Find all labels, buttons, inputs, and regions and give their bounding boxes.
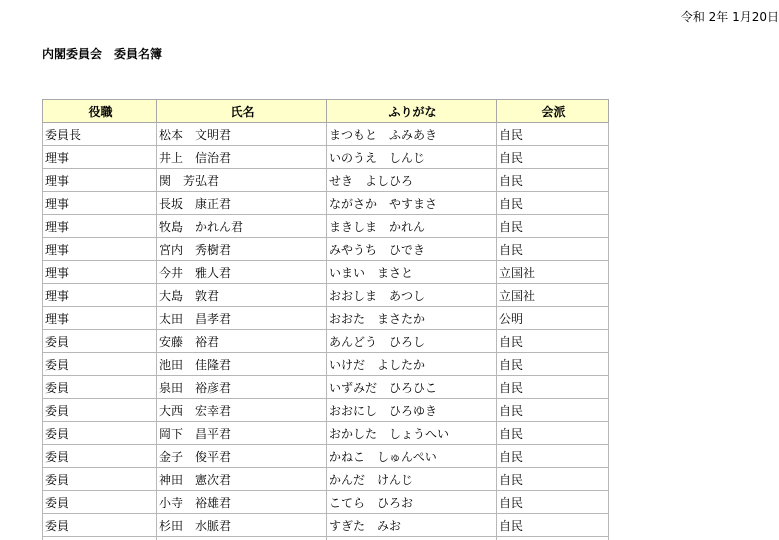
cell-name: 杉田 水脈君 <box>157 514 327 537</box>
cell-reading: おおにし ひろゆき <box>327 399 497 422</box>
cell-party: 自民 <box>497 238 609 261</box>
cell-reading: かんだ けんじ <box>327 468 497 491</box>
cell-position: 委員 <box>43 353 157 376</box>
table-row <box>43 330 609 353</box>
cell-reading: おかした しょうへい <box>327 422 497 445</box>
table-row <box>43 445 609 468</box>
table-row <box>43 238 609 261</box>
cell-position: 委員 <box>43 330 157 353</box>
cell-reading: おおた まさたか <box>327 307 497 330</box>
cell-party: 自民 <box>497 169 609 192</box>
table-row <box>43 353 609 376</box>
column-header-name: 氏名 <box>157 100 327 123</box>
cell-name: 池田 佳隆君 <box>157 353 327 376</box>
table-row <box>43 537 609 540</box>
cell-reading: いずみだ ひろひこ <box>327 376 497 399</box>
cell-position: 理事 <box>43 307 157 330</box>
cell-position: 委員長 <box>43 123 157 146</box>
column-header-reading: ふりがな <box>327 100 497 123</box>
table-row <box>43 261 609 284</box>
cell-position <box>43 537 157 540</box>
cell-party: 自民 <box>497 123 609 146</box>
column-header-party: 会派 <box>497 100 609 123</box>
cell-party: 自民 <box>497 445 609 468</box>
table-row <box>43 422 609 445</box>
cell-reading: おおしま あつし <box>327 284 497 307</box>
cell-party: 自民 <box>497 468 609 491</box>
table-row <box>43 284 609 307</box>
cell-position: 委員 <box>43 422 157 445</box>
cell-party: 自民 <box>497 399 609 422</box>
cell-party: 自民 <box>497 353 609 376</box>
cell-reading: すぎた みお <box>327 514 497 537</box>
cell-position: 委員 <box>43 376 157 399</box>
cell-position: 理事 <box>43 215 157 238</box>
cell-party: 自民 <box>497 491 609 514</box>
table-row <box>43 307 609 330</box>
cell-name: 井上 信治君 <box>157 146 327 169</box>
cell-position: 委員 <box>43 445 157 468</box>
cell-reading: ながさか やすまさ <box>327 192 497 215</box>
cell-reading: こてら ひろお <box>327 491 497 514</box>
document-date: 令和 2年 1月20日 <box>680 10 779 24</box>
cell-reading <box>327 537 497 540</box>
table-row <box>43 192 609 215</box>
cell-party: 自民 <box>497 376 609 399</box>
cell-name: 牧島 かれん君 <box>157 215 327 238</box>
cell-reading: あんどう ひろし <box>327 330 497 353</box>
cell-party: 公明 <box>497 307 609 330</box>
table-row <box>43 376 609 399</box>
cell-party <box>497 537 609 540</box>
cell-name: 関 芳弘君 <box>157 169 327 192</box>
cell-name: 宮内 秀樹君 <box>157 238 327 261</box>
cell-party: 自民 <box>497 422 609 445</box>
cell-reading: いまい まさと <box>327 261 497 284</box>
page-title: 内閣委員会 委員名簿 <box>42 47 163 61</box>
cell-reading: かねこ しゅんぺい <box>327 445 497 468</box>
cell-reading: みやうち ひでき <box>327 238 497 261</box>
cell-position: 委員 <box>43 491 157 514</box>
cell-reading: せき よしひろ <box>327 169 497 192</box>
cell-name: 大西 宏幸君 <box>157 399 327 422</box>
cell-position: 理事 <box>43 146 157 169</box>
table-row <box>43 215 609 238</box>
table-header-row <box>43 100 609 123</box>
table-row <box>43 468 609 491</box>
cell-position: 理事 <box>43 261 157 284</box>
cell-party: 立国社 <box>497 284 609 307</box>
cell-party: 自民 <box>497 514 609 537</box>
cell-name: 金子 俊平君 <box>157 445 327 468</box>
cell-name: 神田 憲次君 <box>157 468 327 491</box>
cell-reading: いけだ よしたか <box>327 353 497 376</box>
member-roster-table <box>42 99 609 540</box>
cell-position: 理事 <box>43 169 157 192</box>
cell-position: 委員 <box>43 468 157 491</box>
table-row <box>43 123 609 146</box>
cell-name <box>157 537 327 540</box>
cell-name: 松本 文明君 <box>157 123 327 146</box>
cell-position: 委員 <box>43 514 157 537</box>
cell-name: 泉田 裕彦君 <box>157 376 327 399</box>
cell-name: 小寺 裕雄君 <box>157 491 327 514</box>
cell-name: 長坂 康正君 <box>157 192 327 215</box>
table-row <box>43 169 609 192</box>
cell-position: 委員 <box>43 399 157 422</box>
cell-reading: いのうえ しんじ <box>327 146 497 169</box>
cell-name: 安藤 裕君 <box>157 330 327 353</box>
cell-party: 自民 <box>497 215 609 238</box>
table-row <box>43 491 609 514</box>
cell-position: 理事 <box>43 192 157 215</box>
cell-reading: まきしま かれん <box>327 215 497 238</box>
cell-position: 理事 <box>43 238 157 261</box>
cell-reading: まつもと ふみあき <box>327 123 497 146</box>
cell-name: 岡下 昌平君 <box>157 422 327 445</box>
cell-party: 自民 <box>497 192 609 215</box>
table-row <box>43 399 609 422</box>
table-row <box>43 514 609 537</box>
cell-name: 太田 昌孝君 <box>157 307 327 330</box>
cell-party: 自民 <box>497 330 609 353</box>
cell-party: 立国社 <box>497 261 609 284</box>
cell-position: 理事 <box>43 284 157 307</box>
table-row <box>43 146 609 169</box>
cell-name: 今井 雅人君 <box>157 261 327 284</box>
cell-party: 自民 <box>497 146 609 169</box>
column-header-position: 役職 <box>43 100 157 123</box>
cell-name: 大島 敦君 <box>157 284 327 307</box>
